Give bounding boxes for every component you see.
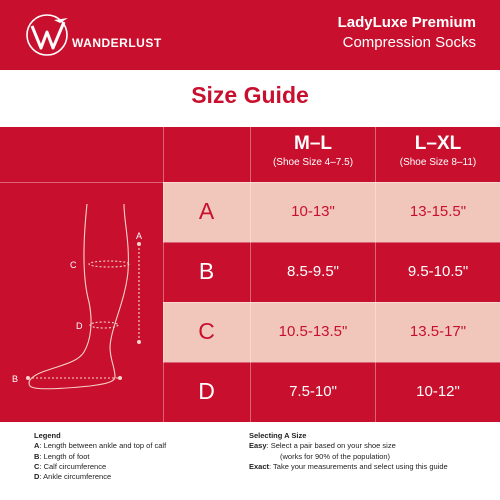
size-label: M–L	[294, 133, 332, 154]
legend-item: C: Calf circumference	[34, 461, 107, 471]
diagram-label-c: C	[70, 260, 77, 270]
diagram-label-a: A	[136, 231, 143, 241]
easy-instruction: Easy: Select a pair based on your shoe size	[249, 441, 396, 451]
table-cell: 10-12"	[416, 383, 460, 400]
table-cell: 8.5-9.5"	[286, 263, 340, 280]
exact-instruction: Exact: Take your measurements and select using this guide	[249, 461, 448, 471]
product-title: LadyLuxe Premium	[337, 14, 476, 31]
legend-item: A: Length between ankle and top of calf	[34, 441, 167, 451]
table-cell: 7.5-10"	[289, 383, 337, 400]
legend-item: B: Length of foot	[34, 451, 90, 461]
brand-name: WANDERLUST	[72, 36, 162, 50]
legend-title: Legend	[34, 431, 61, 440]
diagram-label-b: B	[12, 374, 19, 384]
leg-measurement-diagram	[0, 182, 163, 422]
selecting-title: Selecting A Size	[249, 431, 307, 440]
divider	[163, 302, 500, 303]
shoe-size-label: (Shoe Size 4–7.5)	[272, 157, 354, 168]
row-label-b: B	[198, 258, 215, 284]
table-cell: 9.5-10.5"	[407, 263, 469, 280]
table-cell: 13-15.5"	[409, 203, 467, 220]
row-label-d: D	[198, 378, 215, 404]
product-subtitle: Compression Socks	[342, 34, 476, 51]
table-cell: 10.5-13.5"	[278, 323, 348, 340]
size-label: L–XL	[414, 133, 462, 154]
divider	[163, 242, 500, 243]
header-banner	[0, 0, 500, 70]
divider	[163, 362, 500, 363]
table-cell: 13.5-17"	[409, 323, 467, 340]
easy-note: (works for 90% of the population)	[280, 451, 391, 461]
selecting-a-size	[249, 431, 448, 472]
column-header-l-xl	[377, 133, 499, 168]
shoe-size-label: (Shoe Size 8–11)	[399, 157, 477, 168]
diagram-label-d: D	[76, 321, 83, 331]
column-header-m-l	[252, 133, 374, 168]
page-title: Size Guide	[191, 82, 309, 108]
legend	[34, 431, 166, 482]
row-label-c: C	[198, 318, 215, 344]
table-cell: 10-13"	[291, 203, 335, 220]
legend-item: D: Ankle circumference	[34, 472, 112, 482]
wanderlust-logo-icon	[24, 12, 70, 58]
row-label-a: A	[198, 198, 215, 224]
